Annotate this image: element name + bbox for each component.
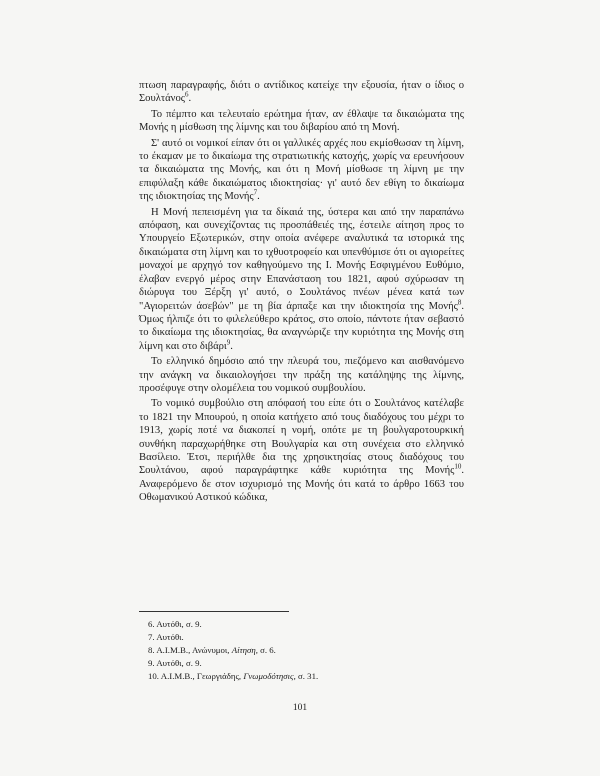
footnote: 10. Α.Ι.Μ.Β., Γεωργιάδης, Γνωμοδότησις, σ. 31. bbox=[148, 671, 319, 681]
footnote-ref: 9 bbox=[226, 338, 231, 347]
footnote: 7. Αυτόθι. bbox=[148, 632, 184, 642]
paragraph: πτωση παραγραφής, διότι ο αντίδικος κατείχε την εξουσία, ήταν ο ίδιος ο Σουλτάνος$^6$. bbox=[139, 80, 464, 105]
footnote: 8. Α.Ι.Μ.Β., Ανώνυμοι, Αίτηση, σ. 6. bbox=[148, 645, 276, 655]
page-number: 101 bbox=[292, 703, 308, 713]
footnote-ref: 7 bbox=[253, 188, 258, 197]
footnote-ref: 8 bbox=[457, 297, 462, 306]
footnote: 6. Αυτόθι, σ. 9. bbox=[148, 619, 202, 629]
paragraph: Σ' αυτό οι νομικοί είπαν ότι οι γαλλικές αρχές που εκμίσθωσαν τη λίμνη, το έκαμαν με το δικαίωμα της στρατιωτικής κατοχής, χωρίς να ερευνήσουν τα δικαιώματα της Μονής, και ότι η Μονή μίσθωσε τη λίμνη με την επιφύλαξη κάθε δικαιώματος ιδιοκτησίας· γι' αυτό δεν εθίγη το δικαίωμα της ιδιοκτησίας της Μονής$^7$. bbox=[139, 137, 464, 203]
paragraph: Το πέμπτο και τελευταίο ερώτημα ήταν, αν έθλαψε τα δικαιώματα της Μονής η μίσθωση της λίμνης και του διβαρίου από τη Μονή. bbox=[139, 108, 464, 134]
paragraph: Το ελληνικό δημόσιο από την πλευρά του, πιεζόμενο και αισθανόμενο την ανάγκη να δικαιολογήσει την πράξη της κατάληψης της λίμνης, προσέφυγε στην ολομέλεια του νομικού συμβουλίου. bbox=[139, 356, 464, 394]
footnote: 9. Αυτόθι, σ. 9. bbox=[148, 658, 202, 668]
body-text bbox=[139, 79, 464, 505]
footnote-divider bbox=[139, 611, 289, 612]
footnotes bbox=[148, 618, 448, 683]
paragraph: Το νομικό συμβούλιο στη απόφασή του είπε ότι ο Σουλτάνος κατέλαβε το 1821 την Μπουρού, η οποία κατήχετο από τους διαδόχους του μέχρι το 1913, χωρίς ποτέ να διακοπεί η νομή, οπότε με τη βουλγαροτουρκική συνθήκη παραχωρήθηκε στη Βουλγαρία και στη συνέχεια στο ελληνικό Βασίλειο. Έτσι, περιήλθε δια της χρησικτησίας στους διαδόχους του Σουλτάνου, αφού παραγράφτηκε κάθε κυριότητα της Μονής$^{10}$. Αναφερόμενο δε στον ισχυρισμό της Μονής ότι κατά το άρθρο 1663 του Οθωμανικού Αστικού κώδικα, bbox=[139, 398, 464, 504]
footnote-ref: 6 bbox=[184, 90, 189, 99]
paragraph: Η Μονή πεπεισμένη για τα δίκαιά της, ύστερα και από την παραπάνω απόφαση, και συνεχίζοντας τις προσπάθειές της, έστειλε αίτηση προς το Υπουργείο Εξωτερικών, στην οποία ανέφερε αναλυτικά τα ιστορικά της δικαιώματα στη λίμνη και το ιχθυοτροφείο και υπενθύμισε ότι οι αγιορείτες μοναχοί με αρχηγό τον καθηγούμενο της Ι. Μονής Εσφιγμένου Ευθύμιο, έλαβαν ενεργό μέρος στην Επανάσταση του 1821, αφού σχύρωσαν τη διώρυγα του Ξέρξη γι' αυτό, ο Σουλτάνος πνέων μένεα κατά των "Αγιορειτών άσεβών" με τη βία άρπαξε και την ιδιοκτησία της Μονής$^8$. Όμως ήλπιζε ότι το φιλελεύθερο κράτος, στο οποίο, πάντοτε ήταν σεβαστό το δικαίωμα της ιδιοκτησίας, θα αναγνώριζε την κυριότητα της Μονής στη λίμνη και στο διβάρι$^9$. bbox=[139, 206, 464, 352]
footnote-ref: 10 bbox=[454, 462, 462, 471]
